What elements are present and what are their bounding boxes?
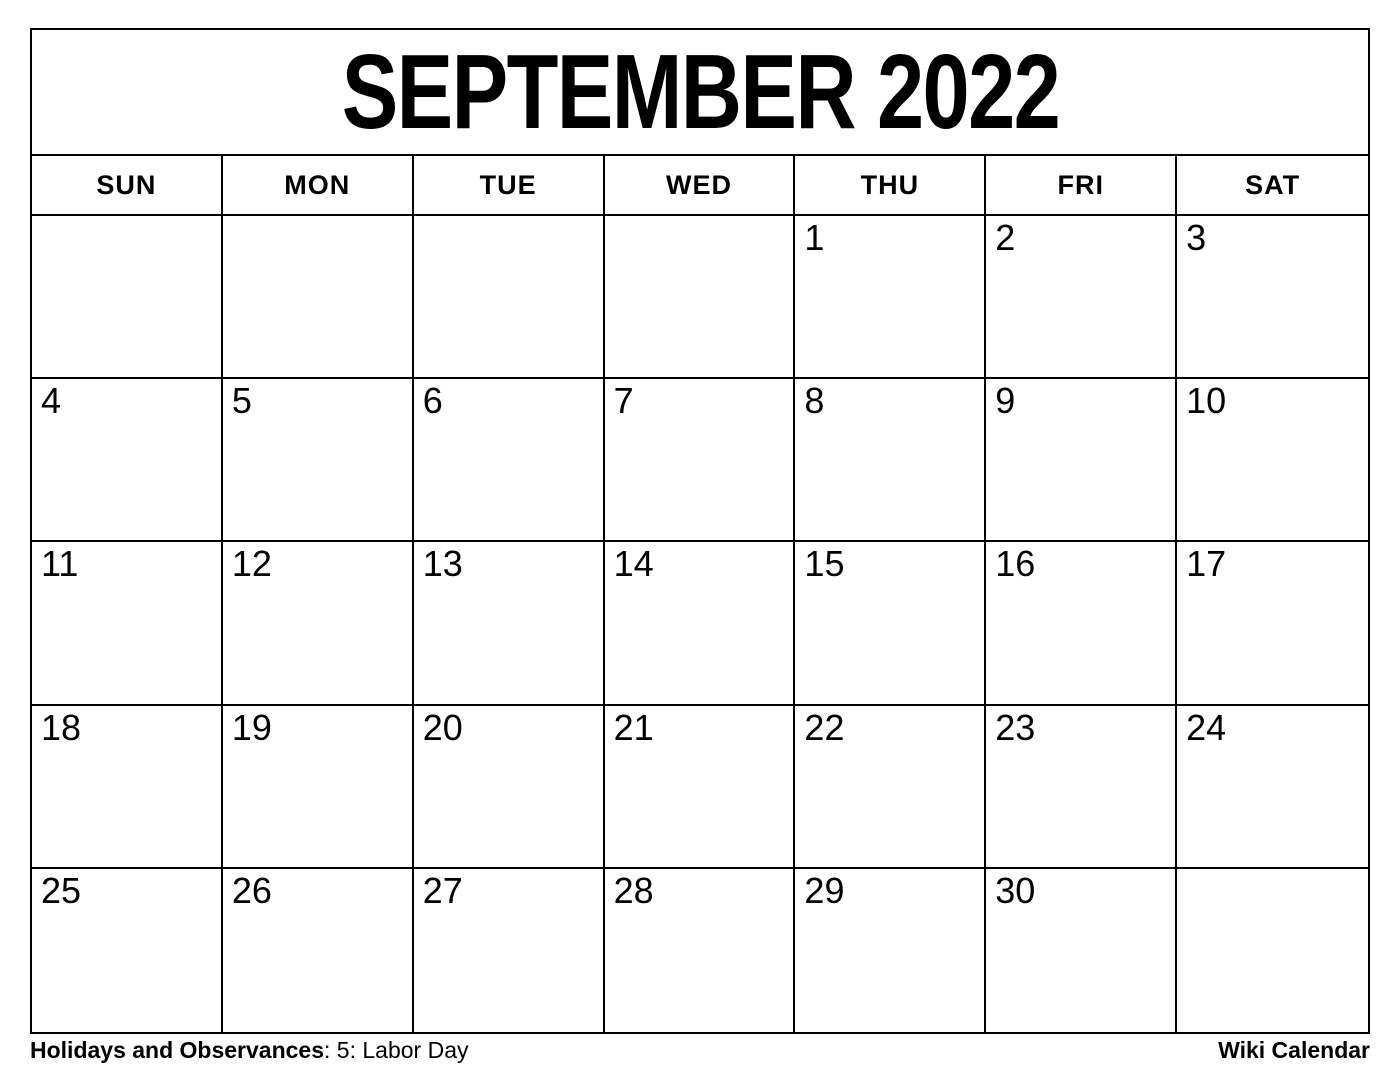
day-number: 20 — [422, 706, 463, 748]
day-number: 10 — [1186, 380, 1227, 422]
day-cell-empty — [32, 216, 223, 379]
day-cell-10 — [1177, 379, 1368, 542]
day-number: 26 — [231, 869, 272, 911]
day-cell-6 — [414, 379, 605, 542]
day-cell-14 — [605, 542, 796, 705]
day-number: 13 — [422, 543, 463, 585]
day-cell-17 — [1177, 542, 1368, 705]
day-number: 8 — [804, 380, 825, 422]
day-cell-7 — [605, 379, 796, 542]
day-cell-2 — [986, 216, 1177, 379]
footer — [30, 1037, 1370, 1065]
day-number: 15 — [804, 543, 845, 585]
day-cell-9 — [986, 379, 1177, 542]
day-cell-1 — [795, 216, 986, 379]
calendar-title-block — [32, 30, 1368, 156]
day-number: 1 — [804, 217, 825, 258]
day-cell-12 — [223, 542, 414, 705]
day-number: 27 — [422, 869, 463, 911]
day-number: 4 — [41, 380, 62, 422]
brand-label: Wiki Calendar — [1218, 1037, 1370, 1063]
day-cell-empty — [1177, 869, 1368, 1032]
day-number: 3 — [1186, 217, 1207, 258]
calendar-title: SEPTEMBER 2022 — [341, 33, 1059, 151]
day-number: 5 — [231, 380, 252, 422]
day-cell-empty — [223, 216, 414, 379]
day-cell-28 — [605, 869, 796, 1032]
day-cell-empty — [605, 216, 796, 379]
holidays-label: Holidays and Observances — [30, 1037, 325, 1063]
calendar-grid — [32, 216, 1368, 1032]
day-cell-21 — [605, 706, 796, 869]
weekday-header-wed: WED — [605, 156, 796, 214]
day-cell-empty — [414, 216, 605, 379]
day-cell-18 — [32, 706, 223, 869]
weekday-header-mon: MON — [223, 156, 414, 214]
day-number: 16 — [995, 543, 1036, 585]
day-number: 9 — [995, 380, 1016, 422]
day-cell-11 — [32, 542, 223, 705]
day-cell-8 — [795, 379, 986, 542]
day-number: 19 — [231, 706, 272, 748]
day-cell-5 — [223, 379, 414, 542]
day-number: 29 — [804, 869, 845, 911]
day-number: 11 — [41, 543, 79, 585]
day-number: 7 — [613, 380, 634, 422]
day-cell-24 — [1177, 706, 1368, 869]
day-cell-4 — [32, 379, 223, 542]
day-number: 6 — [422, 380, 443, 422]
day-cell-16 — [986, 542, 1177, 705]
weekday-header-fri: FRI — [986, 156, 1177, 214]
weekday-header-sat: SAT — [1245, 169, 1301, 200]
day-cell-27 — [414, 869, 605, 1032]
day-cell-15 — [795, 542, 986, 705]
day-number: 21 — [613, 706, 654, 748]
day-cell-25 — [32, 869, 223, 1032]
day-number: 2 — [995, 217, 1016, 258]
day-number: 30 — [995, 869, 1036, 911]
day-number: 18 — [41, 706, 82, 748]
day-cell-19 — [223, 706, 414, 869]
holidays-detail: : 5: Labor Day — [324, 1037, 469, 1063]
day-cell-3 — [1177, 216, 1368, 379]
day-number: 25 — [41, 869, 82, 911]
weekday-header-tue: TUE — [414, 156, 605, 214]
day-number: 14 — [613, 543, 654, 585]
day-number: 24 — [1186, 706, 1227, 748]
day-cell-13 — [414, 542, 605, 705]
day-number: 28 — [613, 869, 654, 911]
holidays-note — [30, 1037, 468, 1063]
day-cell-30 — [986, 869, 1177, 1032]
calendar — [30, 28, 1370, 1034]
day-number: 17 — [1186, 543, 1227, 585]
day-cell-23 — [986, 706, 1177, 869]
day-cell-20 — [414, 706, 605, 869]
day-cell-26 — [223, 869, 414, 1032]
weekday-header-thu: THU — [795, 156, 986, 214]
weekday-header-row — [32, 156, 1368, 216]
day-cell-29 — [795, 869, 986, 1032]
day-cell-22 — [795, 706, 986, 869]
day-number: 23 — [995, 706, 1036, 748]
day-number: 22 — [804, 706, 845, 748]
day-number: 12 — [231, 543, 272, 585]
weekday-header-sun: SUN — [32, 156, 223, 214]
